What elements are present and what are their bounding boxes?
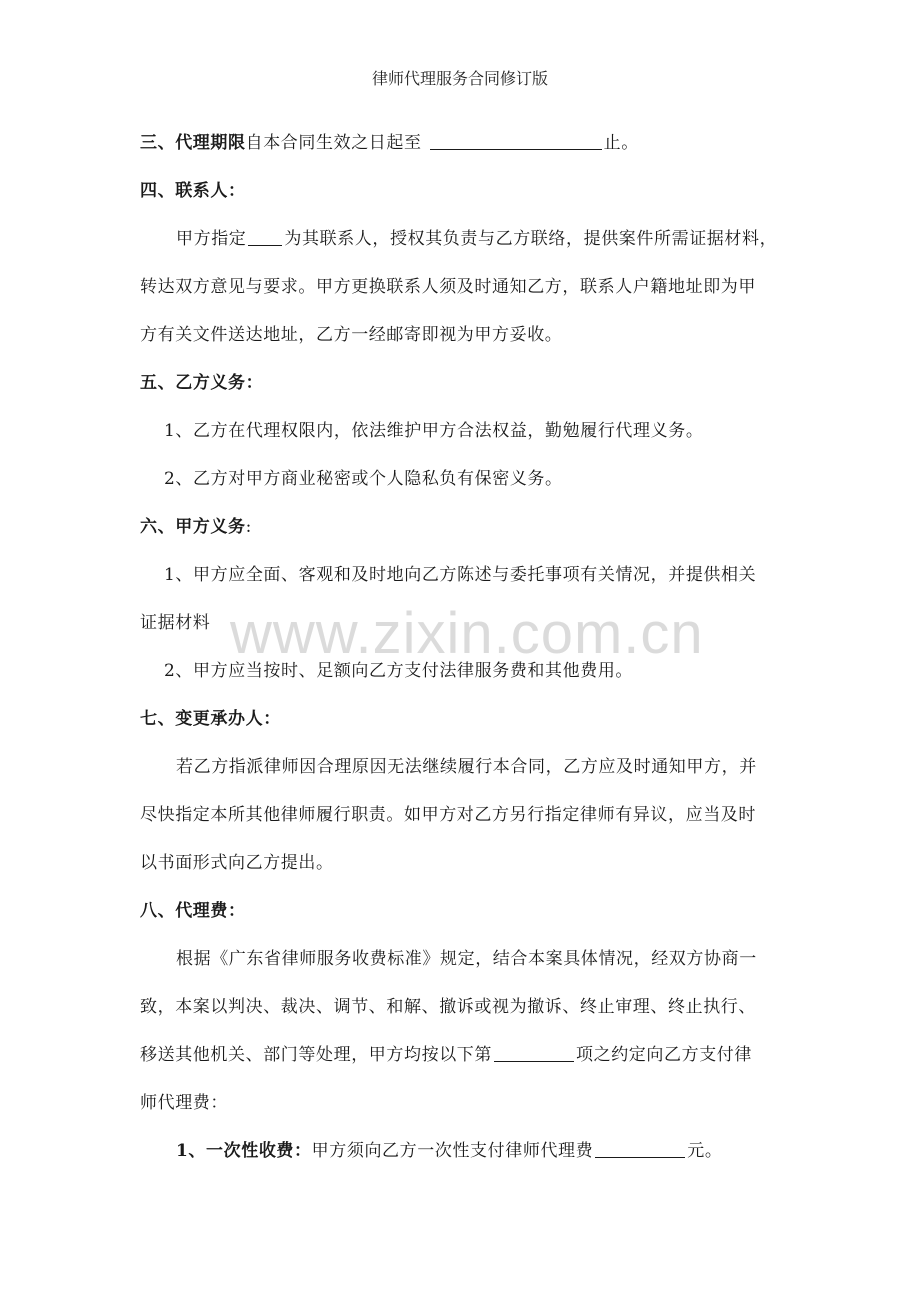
section8-line3a: 移送其他机关、部门等处理，甲方均按以下第 <box>140 1045 492 1065</box>
section6-item1a: 1、甲方应全面、客观和及时地向乙方陈述与委托事项有关情况，并提供相关 <box>164 565 757 585</box>
section7-line1: 若乙方指派律师因合理原因无法继续履行本合同，乙方应及时通知甲方，并 <box>176 757 757 777</box>
section8-item1-text: 甲方须向乙方一次性支付律师代理费 <box>311 1141 594 1161</box>
section6-item1b: 证据材料 <box>140 613 211 633</box>
section6-heading-line <box>140 512 252 537</box>
section8-item1-label: 1、一次性收费： <box>176 1141 312 1161</box>
section6-item2: 2、甲方应当按时、足额向乙方支付法律服务费和其他费用。 <box>164 661 634 681</box>
section8-line2: 致，本案以判决、裁决、调节、和解、撤诉或视为撤诉、终止审理、终止执行、 <box>140 997 756 1017</box>
section7-line3: 以书面形式向乙方提出。 <box>140 853 334 873</box>
section3-line <box>140 128 639 153</box>
term-end-blank <box>430 133 602 150</box>
section5-item2: 2、乙方对甲方商业秘密或个人隐私负有保密义务。 <box>164 469 563 489</box>
section8-line4: 师代理费： <box>140 1093 228 1113</box>
section6-heading: 六、甲方义务 <box>140 517 246 537</box>
fee-option-blank <box>494 1045 574 1062</box>
section5-item1: 1、乙方在代理权限内，依法维护甲方合法权益，勤勉履行代理义务。 <box>164 421 704 441</box>
section8-item1 <box>176 1136 722 1161</box>
section5-heading: 五、乙方义务： <box>140 373 264 393</box>
section3-text: 自本合同生效之日起至 <box>245 133 422 153</box>
section8-heading: 八、代理费： <box>140 901 246 921</box>
section4-line1a: 甲方指定 <box>176 229 247 249</box>
section3-end: 止。 <box>603 133 639 153</box>
section8-line3b: 项之约定向乙方支付律 <box>576 1045 752 1065</box>
section6-colon: : <box>245 517 252 537</box>
section8-item1-end: 元。 <box>687 1141 723 1161</box>
contact-person-blank <box>248 229 282 246</box>
section7-line2: 尽快指定本所其他律师履行职责。如甲方对乙方另行指定律师有异议，应当及时 <box>140 805 756 825</box>
document-title: 律师代理服务合同修订版 <box>371 69 548 88</box>
watermark: www.zixin.com.cn <box>230 601 704 666</box>
section4-line1b: 为其联系人，授权其负责与乙方联络，提供案件所需证据材料， <box>284 229 778 249</box>
section4-line2: 转达双方意见与要求。甲方更换联系人须及时通知乙方，联系人户籍地址即为甲 <box>140 277 756 297</box>
section8-line3 <box>140 1040 752 1065</box>
section8-line1: 根据《广东省律师服务收费标准》规定，结合本案具体情况，经双方协商一 <box>176 949 757 969</box>
section4-heading: 四、联系人： <box>140 181 246 201</box>
section4-line3: 方有关文件送达地址，乙方一经邮寄即视为甲方妥收。 <box>140 325 563 345</box>
section4-line1 <box>176 224 777 249</box>
fee-amount-blank <box>595 1141 685 1158</box>
section3-heading: 三、代理期限 <box>140 133 246 153</box>
section7-heading: 七、变更承办人： <box>140 709 281 729</box>
